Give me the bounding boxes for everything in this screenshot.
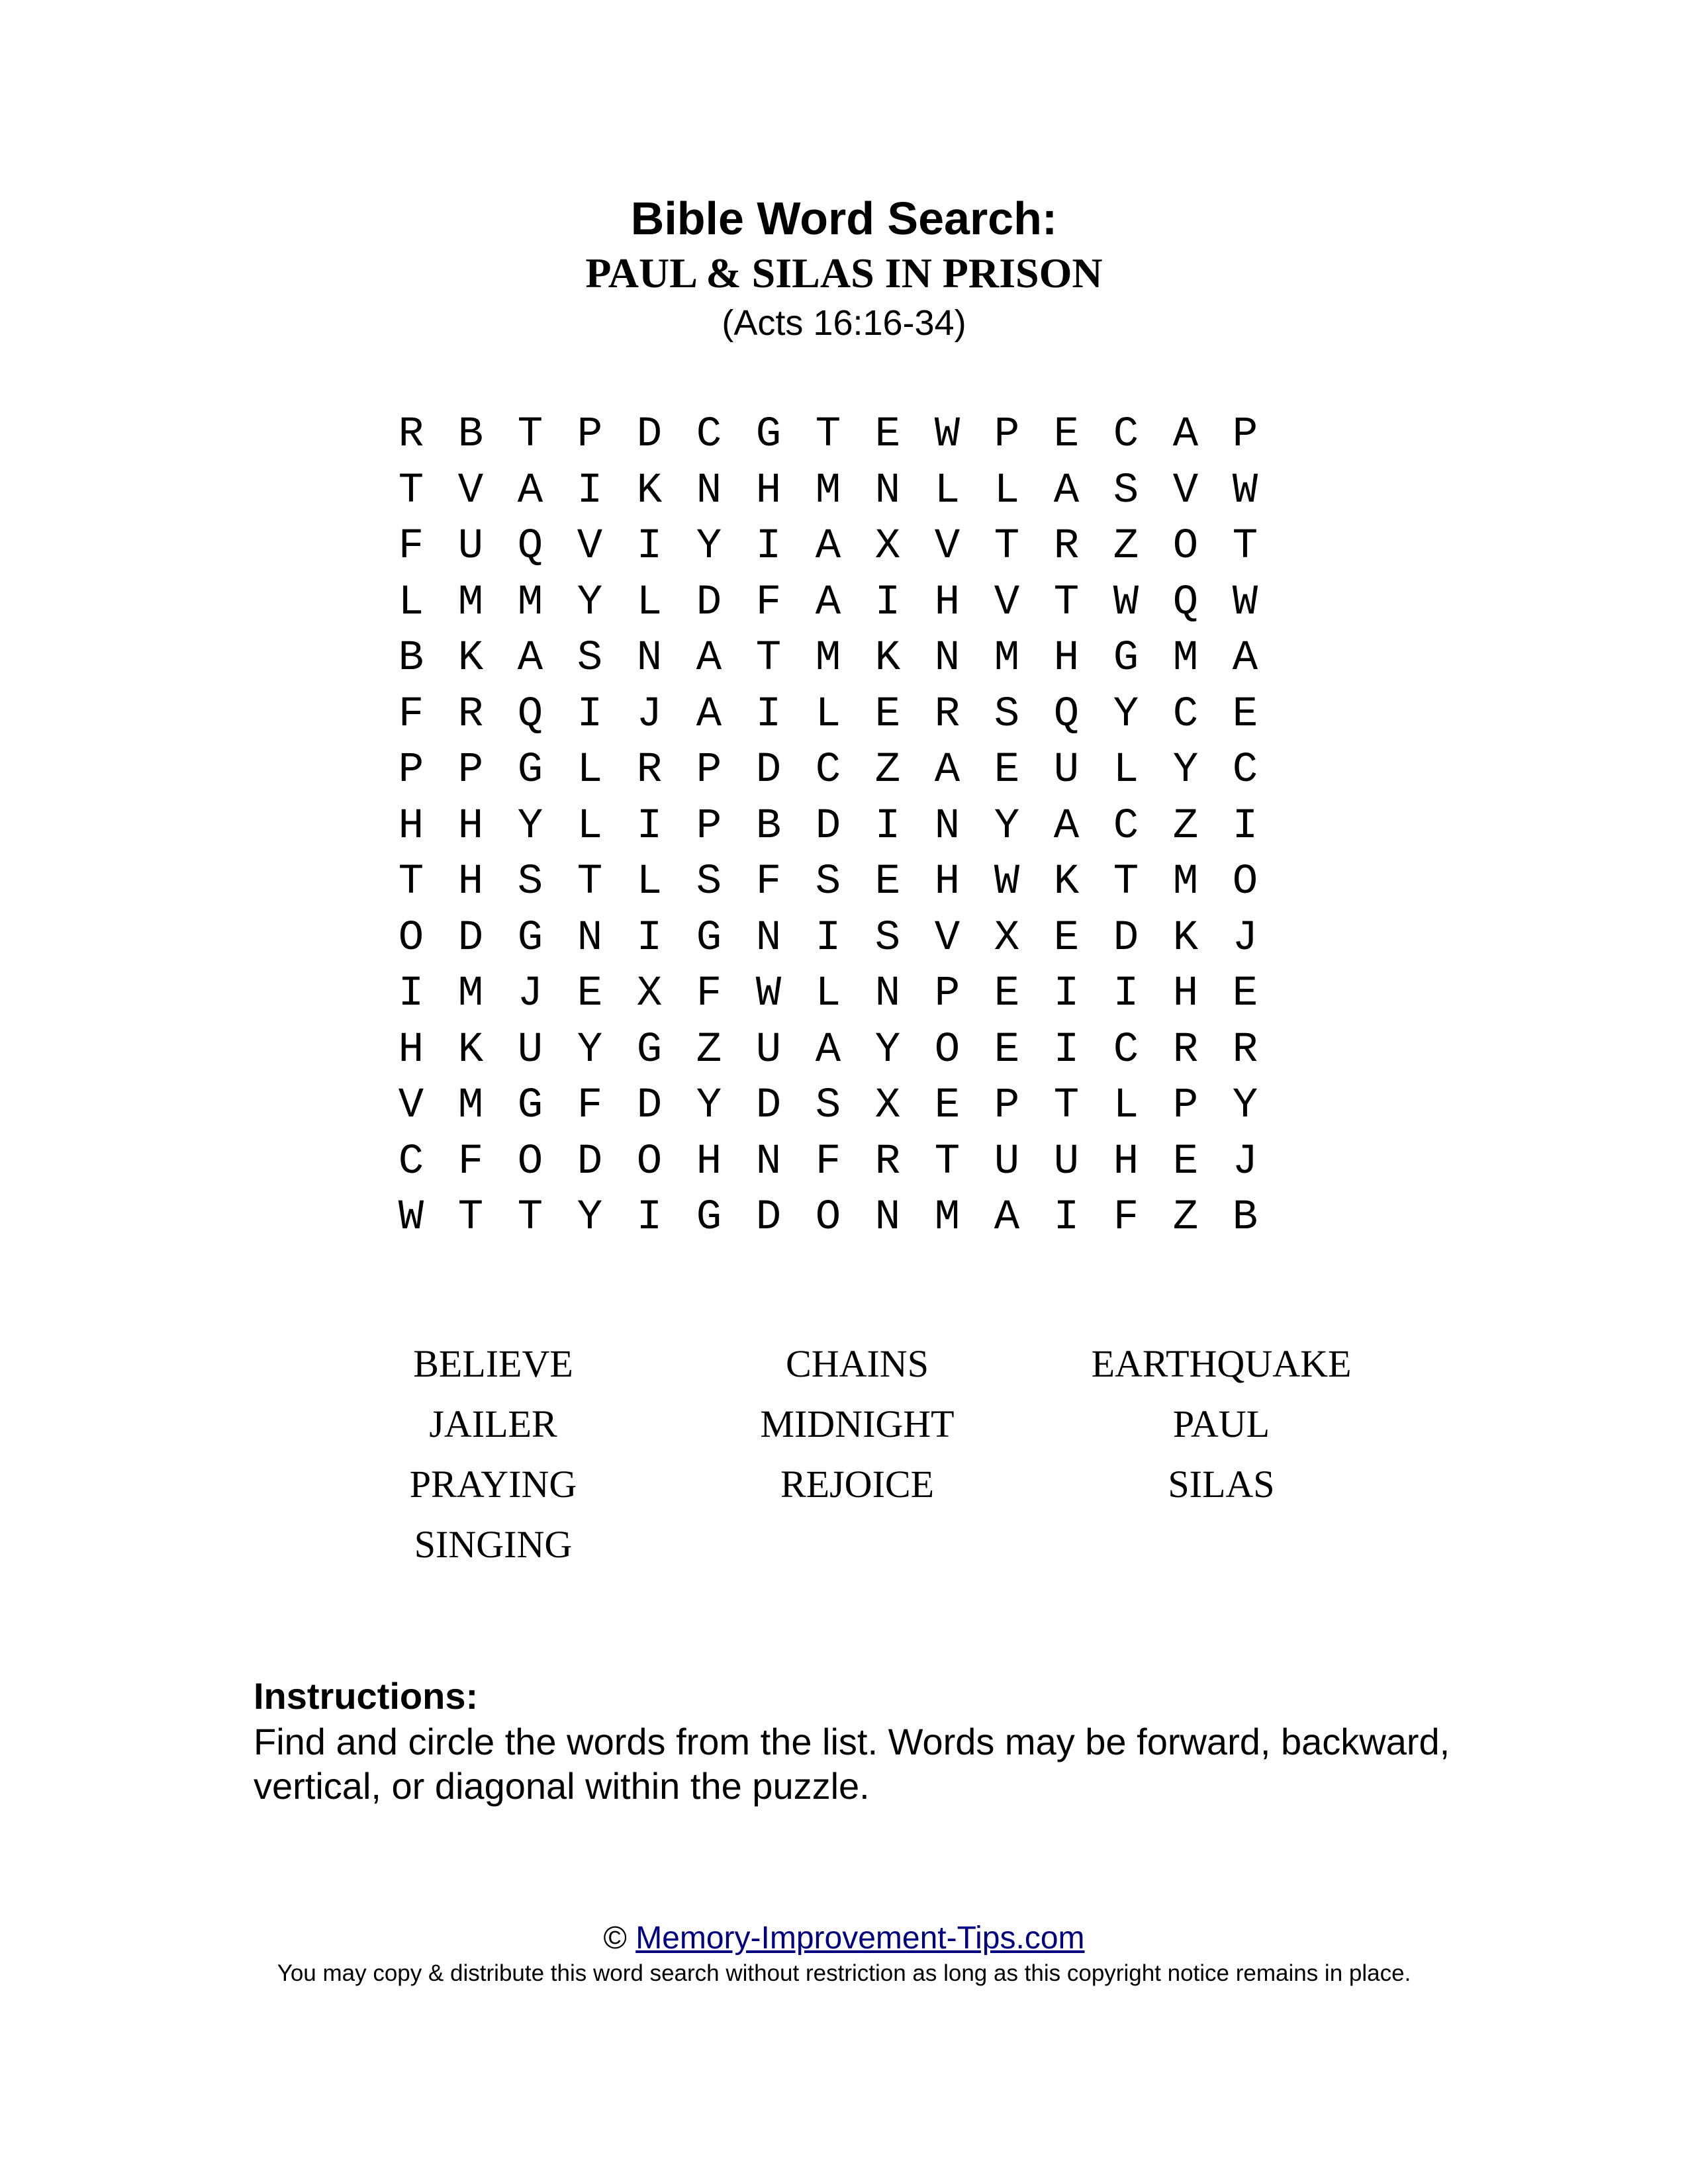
grid-letter: Y <box>1172 747 1199 794</box>
grid-letter: L <box>1113 1082 1139 1130</box>
grid-letter: V <box>934 914 961 962</box>
puzzle-subtitle: PAUL & SILAS IN PRISON <box>585 250 1103 296</box>
grid-letter: M <box>994 635 1020 682</box>
word-list-item: MIDNIGHT <box>760 1402 955 1445</box>
grid-letter: L <box>398 578 424 627</box>
grid-letter: G <box>517 747 543 794</box>
grid-letter: A <box>517 635 543 682</box>
grid-letter: N <box>755 914 782 962</box>
grid-letter: I <box>874 578 901 627</box>
grid-letter: I <box>1053 1194 1080 1242</box>
grid-letter: G <box>696 1194 722 1242</box>
grid-letter: H <box>398 1026 424 1074</box>
grid-letter: F <box>755 858 782 906</box>
grid-letter: P <box>457 747 484 794</box>
grid-letter: S <box>815 858 841 906</box>
grid-letter: T <box>815 411 841 459</box>
grid-letter: D <box>1113 914 1139 962</box>
grid-letter: U <box>755 1026 782 1074</box>
grid-letter: G <box>517 1082 543 1130</box>
grid-letter: E <box>994 1026 1020 1074</box>
grid-letter: O <box>398 914 424 962</box>
grid-letter: T <box>398 858 424 906</box>
grid-letter: T <box>577 858 603 906</box>
grid-letter: T <box>517 411 543 459</box>
grid-letter: V <box>994 578 1020 627</box>
word-list-item: SILAS <box>1168 1463 1275 1506</box>
word-list-item: BELIEVE <box>413 1342 573 1385</box>
copyright-line <box>0 1919 1688 1958</box>
grid-letter: H <box>457 858 484 906</box>
grid-letter: M <box>1172 635 1199 682</box>
grid-letter: C <box>1113 802 1139 850</box>
grid-letter: Z <box>1172 1194 1199 1242</box>
grid-letter: I <box>636 523 663 570</box>
grid-letter: F <box>398 523 424 570</box>
grid-letter: E <box>934 1082 961 1130</box>
grid-letter: D <box>457 914 484 962</box>
grid-letter: H <box>1113 1138 1139 1186</box>
grid-letter: H <box>1053 635 1080 682</box>
grid-letter: I <box>398 970 424 1018</box>
grid-letter: A <box>696 690 722 739</box>
grid-letter: R <box>1053 523 1080 570</box>
grid-letter: X <box>874 523 901 570</box>
grid-letter: L <box>636 858 663 906</box>
grid-letter: I <box>1053 1026 1080 1074</box>
page-title: Bible Word Search: <box>630 193 1058 244</box>
grid-letter: C <box>815 747 841 794</box>
word-list-item: PRAYING <box>409 1463 577 1506</box>
grid-letter: I <box>755 690 782 739</box>
grid-letter: D <box>636 1082 663 1130</box>
grid-letter: N <box>874 467 901 515</box>
grid-letter: Y <box>577 578 603 627</box>
grid-letter: F <box>398 690 424 739</box>
grid-letter: X <box>636 970 663 1018</box>
grid-letter: F <box>1113 1194 1139 1242</box>
grid-letter: T <box>398 467 424 515</box>
grid-letter: A <box>1053 467 1080 515</box>
grid-letter: C <box>1113 411 1139 459</box>
grid-letter: Y <box>1113 690 1139 739</box>
word-list-item: EARTHQUAKE <box>1091 1342 1352 1385</box>
grid-letter: C <box>1172 690 1199 739</box>
grid-letter: A <box>1053 802 1080 850</box>
grid-letter: I <box>577 690 603 739</box>
grid-letter: S <box>517 858 543 906</box>
word-list-item: SINGING <box>414 1523 573 1566</box>
grid-letter: L <box>577 802 603 850</box>
grid-letter: W <box>1232 467 1258 515</box>
grid-letter: K <box>1172 914 1199 962</box>
grid-letter: K <box>457 635 484 682</box>
grid-letter: H <box>398 802 424 850</box>
grid-letter: E <box>1232 970 1258 1018</box>
grid-letter: Z <box>1113 523 1139 570</box>
grid-letter: G <box>517 914 543 962</box>
grid-letter: E <box>1232 690 1258 739</box>
grid-letter: P <box>934 970 961 1018</box>
grid-letter: T <box>517 1194 543 1242</box>
grid-letter: P <box>696 802 722 850</box>
grid-letter: W <box>1113 578 1139 627</box>
grid-letter: Z <box>696 1026 722 1074</box>
grid-letter: I <box>1053 970 1080 1018</box>
grid-letter: U <box>994 1138 1020 1186</box>
grid-letter: R <box>398 411 424 459</box>
grid-letter: C <box>1113 1026 1139 1074</box>
grid-letter: H <box>755 467 782 515</box>
grid-letter: N <box>755 1138 782 1186</box>
grid-letter: M <box>517 578 543 627</box>
grid-letter: Y <box>577 1194 603 1242</box>
grid-letter: V <box>577 523 603 570</box>
grid-letter: W <box>934 411 961 459</box>
grid-letter: R <box>457 690 484 739</box>
grid-letter: M <box>457 970 484 1018</box>
grid-letter: Q <box>517 523 543 570</box>
grid-letter: F <box>457 1138 484 1186</box>
grid-letter: A <box>517 467 543 515</box>
grid-letter: U <box>1053 1138 1080 1186</box>
grid-letter: I <box>874 802 901 850</box>
grid-letter: R <box>874 1138 901 1186</box>
grid-letter: O <box>1232 858 1258 906</box>
grid-letter: S <box>1113 467 1139 515</box>
grid-letter: S <box>696 858 722 906</box>
grid-letter: W <box>755 970 782 1018</box>
grid-letter: L <box>1113 747 1139 794</box>
grid-letter: Z <box>1172 802 1199 850</box>
grid-letter: E <box>874 690 901 739</box>
grid-letter: T <box>994 523 1020 570</box>
instructions-text: Find and circle the words from the list. Words may be forward, backward, vertical, or diagonal within the puzzle. <box>254 1721 1450 1807</box>
grid-letter: S <box>994 690 1020 739</box>
grid-letter: K <box>457 1026 484 1074</box>
grid-letter: E <box>994 970 1020 1018</box>
grid-letter: E <box>1053 914 1080 962</box>
grid-letter: D <box>577 1138 603 1186</box>
grid-letter: H <box>1172 970 1199 1018</box>
grid-letter: U <box>517 1026 543 1074</box>
copyright-notice: You may copy & distribute this word search without restriction as long as this copyright notice remains in place. <box>277 1960 1411 1986</box>
grid-letter: Q <box>517 690 543 739</box>
letter-grid <box>381 407 1275 1246</box>
grid-letter: Q <box>1172 578 1199 627</box>
grid-letter: A <box>815 523 841 570</box>
grid-letter: N <box>636 635 663 682</box>
grid-letter: G <box>636 1026 663 1074</box>
grid-letter: E <box>994 747 1020 794</box>
instructions-heading: Instructions: <box>254 1675 479 1717</box>
grid-letter: L <box>577 747 603 794</box>
grid-letter: V <box>934 523 961 570</box>
word-list-item: REJOICE <box>780 1463 934 1506</box>
grid-letter: I <box>636 914 663 962</box>
grid-letter: Y <box>577 1026 603 1074</box>
grid-letter: A <box>696 635 722 682</box>
grid-letter: I <box>636 1194 663 1242</box>
grid-letter: Y <box>1232 1082 1258 1130</box>
grid-letter: F <box>755 578 782 627</box>
grid-letter: P <box>696 747 722 794</box>
grid-letter: B <box>398 635 424 682</box>
word-list-item: CHAINS <box>786 1342 929 1385</box>
grid-letter: S <box>874 914 901 962</box>
grid-letter: L <box>815 970 841 1018</box>
grid-letter: J <box>1232 914 1258 962</box>
grid-letter: B <box>755 802 782 850</box>
grid-letter: G <box>1113 635 1139 682</box>
grid-letter: J <box>517 970 543 1018</box>
grid-letter: E <box>874 858 901 906</box>
grid-letter: R <box>934 690 961 739</box>
grid-letter: A <box>994 1194 1020 1242</box>
grid-letter: K <box>636 467 663 515</box>
grid-letter: P <box>994 411 1020 459</box>
grid-letter: O <box>934 1026 961 1074</box>
grid-letter: R <box>1172 1026 1199 1074</box>
word-list-item: JAILER <box>429 1402 557 1445</box>
grid-letter: F <box>815 1138 841 1186</box>
grid-letter: L <box>934 467 961 515</box>
grid-letter: A <box>1232 635 1258 682</box>
grid-letter: Y <box>517 802 543 850</box>
grid-letter: F <box>577 1082 603 1130</box>
grid-letter: W <box>398 1194 424 1242</box>
grid-letter: E <box>577 970 603 1018</box>
grid-letter: I <box>815 914 841 962</box>
grid-letter: U <box>457 523 484 570</box>
grid-letter: I <box>636 802 663 850</box>
grid-letter: H <box>934 578 961 627</box>
grid-letter: P <box>398 747 424 794</box>
grid-letter: N <box>934 802 961 850</box>
grid-letter: S <box>577 635 603 682</box>
grid-letter: G <box>755 411 782 459</box>
grid-letter: P <box>994 1082 1020 1130</box>
grid-letter: C <box>398 1138 424 1186</box>
grid-letter: D <box>755 1082 782 1130</box>
grid-letter: I <box>577 467 603 515</box>
grid-letter: L <box>636 578 663 627</box>
grid-letter: X <box>874 1082 901 1130</box>
grid-letter: T <box>934 1138 961 1186</box>
grid-letter: A <box>934 747 961 794</box>
grid-letter: H <box>696 1138 722 1186</box>
copyright-symbol: © <box>603 1921 627 1956</box>
grid-letter: C <box>696 411 722 459</box>
grid-letter: N <box>934 635 961 682</box>
grid-letter: R <box>1232 1026 1258 1074</box>
grid-letter: M <box>815 635 841 682</box>
grid-letter: E <box>874 411 901 459</box>
grid-letter: D <box>755 747 782 794</box>
grid-letter: O <box>815 1194 841 1242</box>
grid-letter: C <box>1232 747 1258 794</box>
grid-letter: J <box>1232 1138 1258 1186</box>
grid-letter: Y <box>696 1082 722 1130</box>
grid-letter: V <box>1172 467 1199 515</box>
grid-letter: H <box>457 802 484 850</box>
grid-letter: M <box>934 1194 961 1242</box>
grid-letter: X <box>994 914 1020 962</box>
grid-letter: T <box>755 635 782 682</box>
grid-letter: E <box>1172 1138 1199 1186</box>
grid-letter: D <box>696 578 722 627</box>
grid-letter: O <box>1172 523 1199 570</box>
grid-letter: T <box>1113 858 1139 906</box>
grid-letter: W <box>994 858 1020 906</box>
grid-letter: T <box>457 1194 484 1242</box>
grid-letter: N <box>874 970 901 1018</box>
grid-letter: U <box>1053 747 1080 794</box>
grid-letter: D <box>636 411 663 459</box>
grid-letter: Y <box>994 802 1020 850</box>
word-list-item: PAUL <box>1172 1402 1270 1445</box>
grid-letter: R <box>636 747 663 794</box>
grid-letter: Q <box>1053 690 1080 739</box>
grid-letter: L <box>815 690 841 739</box>
grid-letter: A <box>1172 411 1199 459</box>
grid-letter: I <box>1113 970 1139 1018</box>
grid-letter: N <box>696 467 722 515</box>
grid-letter: O <box>517 1138 543 1186</box>
grid-letter: H <box>934 858 961 906</box>
grid-letter: T <box>1232 523 1258 570</box>
word-list <box>311 1334 1403 1574</box>
grid-letter: N <box>577 914 603 962</box>
grid-letter: Y <box>874 1026 901 1074</box>
site-link[interactable]: Memory-Improvement-Tips.com <box>635 1921 1085 1956</box>
grid-letter: D <box>755 1194 782 1242</box>
grid-letter: E <box>1053 411 1080 459</box>
grid-letter: A <box>815 578 841 627</box>
grid-letter: K <box>874 635 901 682</box>
grid-letter: S <box>815 1082 841 1130</box>
grid-letter: D <box>815 802 841 850</box>
grid-letter: J <box>636 690 663 739</box>
grid-letter: M <box>457 578 484 627</box>
grid-letter: M <box>1172 858 1199 906</box>
grid-letter: I <box>755 523 782 570</box>
grid-letter: T <box>1053 578 1080 627</box>
grid-letter: I <box>1232 802 1258 850</box>
grid-letter: F <box>696 970 722 1018</box>
grid-letter: A <box>815 1026 841 1074</box>
scripture-reference: (Acts 16:16-34) <box>722 303 966 343</box>
grid-letter: N <box>874 1194 901 1242</box>
grid-letter: T <box>1053 1082 1080 1130</box>
grid-letter: V <box>457 467 484 515</box>
grid-letter: P <box>577 411 603 459</box>
grid-letter: B <box>1232 1194 1258 1242</box>
grid-letter: M <box>815 467 841 515</box>
grid-letter: K <box>1053 858 1080 906</box>
grid-letter: W <box>1232 578 1258 627</box>
grid-letter: B <box>457 411 484 459</box>
grid-letter: O <box>636 1138 663 1186</box>
grid-letter: P <box>1172 1082 1199 1130</box>
grid-letter: M <box>457 1082 484 1130</box>
grid-letter: Y <box>696 523 722 570</box>
grid-letter: G <box>696 914 722 962</box>
grid-letter: Z <box>874 747 901 794</box>
grid-letter: L <box>994 467 1020 515</box>
grid-letter: P <box>1232 411 1258 459</box>
grid-letter: V <box>398 1082 424 1130</box>
